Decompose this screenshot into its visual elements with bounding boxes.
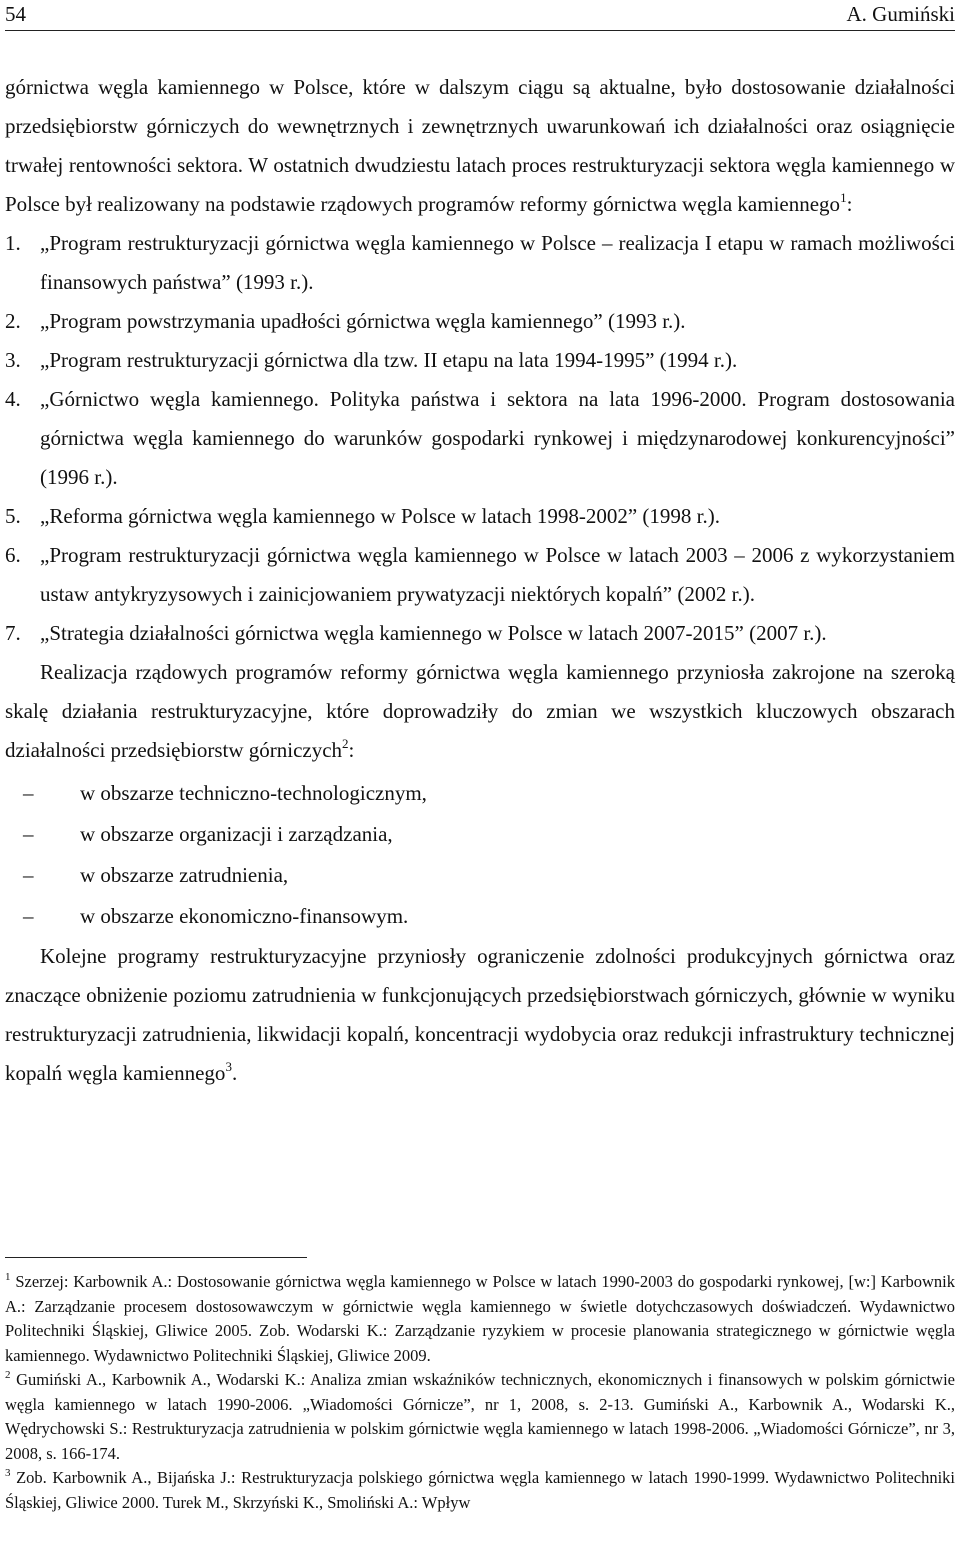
footnote-ref-3[interactable]: 3	[225, 1059, 232, 1074]
footnote-text: Szerzej: Karbownik A.: Dostosowanie górnictwa węgla kamiennego w Polsce w latach 1990-2003 do gospodarki rynkowej, [w:] Karbownik A.: Zarządzanie procesem dostosowawczym w górnictwie węgla kamiennego w świetle dotychczasowych doświadczeń. Wydawnictwo Politechniki Śląskiej, Gliwice 2005. Zob. Wodarski K.: Zarządzanie ryzykiem w procesie planowania strategicznego w górnictwie węgla kamiennego. Wydawnictwo Politechniki Śląskiej, Gliwice 2009.	[5, 1272, 956, 1365]
bullet-item	[5, 896, 955, 937]
footnote-number: 2	[5, 1369, 11, 1381]
list-item-text: „Reforma górnictwa węgla kamiennego w Polsce w latach 1998-2002” (1998 r.).	[40, 504, 720, 528]
footnote-ref-2[interactable]: 2	[342, 736, 349, 751]
paragraph-3	[5, 937, 955, 1093]
running-header	[5, 0, 955, 31]
list-item	[5, 302, 955, 341]
main-text	[5, 68, 955, 1093]
list-item	[5, 341, 955, 380]
list-item-number: 2.	[5, 309, 21, 333]
running-head-author: A. Gumiński	[846, 2, 955, 26]
paragraph-3-text: Kolejne programy restrukturyzacyjne przyniosły ograniczenie zdolności produkcyjnych górnictwa oraz znaczące obniżenie poziomu zatrudnienia w funkcjonujących przedsiębiorstwach górniczych, głównie w wyniku restrukturyzacji zatrudnienia, likwidacji kopalń, koncentracji wydobycia oraz redukcji infrastruktury technicznej kopalń węgla kamiennego	[5, 944, 955, 1085]
paragraph-3-end: .	[231, 1061, 238, 1085]
bullet-item	[5, 814, 955, 855]
list-item-text: „Program restrukturyzacji górnictwa węgla kamiennego w Polsce – realizacja I etapu w ramach możliwości finansowych państwa” (1993 r.).	[40, 231, 955, 294]
list-item-number: 1.	[5, 231, 21, 255]
paragraph-1-end: :	[846, 192, 853, 216]
list-item	[5, 497, 955, 536]
bullet-item	[5, 773, 955, 814]
list-item	[5, 380, 955, 497]
footnote-2	[5, 1368, 955, 1466]
paragraph-1	[5, 68, 955, 224]
footnote-number: 3	[5, 1467, 11, 1479]
list-item	[5, 224, 955, 302]
list-item	[5, 614, 955, 653]
footnotes	[5, 1270, 955, 1515]
paragraph-2-text: Realizacja rządowych programów reformy górnictwa węgla kamiennego przyniosła zakrojone na szeroką skalę działania restrukturyzacyjne, które doprowadziły do zmian we wszystkich kluczowych obszarach działalności przedsiębiorstw górniczych	[5, 660, 955, 762]
list-item-number: 5.	[5, 504, 21, 528]
page-number: 54	[5, 2, 26, 26]
list-item-number: 3.	[5, 348, 21, 372]
bullet-item-text: w obszarze ekonomiczno-finansowym.	[80, 904, 409, 928]
paragraph-2-end: :	[348, 738, 355, 762]
list-item-number: 7.	[5, 621, 21, 645]
footnote-text: Gumiński A., Karbownik A., Wodarski K.: Analiza zmian wskaźników technicznych, ekonomicznych i finansowych w polskim górnictwie węgla kamiennego w latach 1990-2006. „Wiadomości Górnicze”, nr 1, 2008, s. 2-13. Gumiński A., Karbownik A., Wodarski K., Wędrychowski S.: Restrukturyzacja zatrudnienia w polskim górnictwie węgla kamiennego w latach 1998-2006. „Wiadomości Górnicze”, nr 3, 2008, s. 166-174.	[5, 1370, 955, 1463]
list-item-text: „Strategia działalności górnictwa węgla kamiennego w Polsce w latach 2007-2015” (2007 r.).	[40, 621, 827, 645]
list-item-text: „Program powstrzymania upadłości górnictwa węgla kamiennego” (1993 r.).	[40, 309, 686, 333]
bullet-item-text: w obszarze zatrudnienia,	[80, 863, 289, 887]
areas-list	[5, 773, 955, 937]
dash-bullet: –	[23, 822, 34, 846]
footnote-3	[5, 1466, 955, 1515]
dash-bullet: –	[23, 904, 34, 928]
footnote-text: Zob. Karbownik A., Bijańska J.: Restrukturyzacja polskiego górnictwa węgla kamiennego w latach 1990-1999. Wydawnictwo Politechniki Śląskiej, Gliwice 2000. Turek M., Skrzyński K., Smoliński A.: Wpływ	[5, 1468, 955, 1512]
footnote-number: 1	[5, 1271, 11, 1283]
list-item-text: „Górnictwo węgla kamiennego. Polityka państwa i sektora na lata 1996-2000. Program dostosowania górnictwa węgla kamiennego do warunków gospodarki rynkowej i międzynarodowej konkurencyjności” (1996 r.).	[40, 387, 955, 489]
paragraph-1-text: górnictwa węgla kamiennego w Polsce, które w dalszym ciągu są aktualne, było dostosowanie działalności przedsiębiorstw górniczych do wewnętrznych i zewnętrznych uwarunkowań ich działalności oraz osiągnięcie trwałej rentowności sektora. W ostatnich dwudziestu latach proces restrukturyzacji sektora węgla kamiennego w Polsce był realizowany na podstawie rządowych programów reformy górnictwa węgla kamiennego	[5, 75, 955, 216]
paragraph-2	[5, 653, 955, 770]
bullet-item-text: w obszarze organizacji i zarządzania,	[80, 822, 393, 846]
footnote-ref-1[interactable]: 1	[840, 190, 847, 205]
bullet-item	[5, 855, 955, 896]
dash-bullet: –	[23, 863, 34, 887]
footnote-separator	[5, 1257, 307, 1258]
list-item-text: „Program restrukturyzacji górnictwa węgla kamiennego w Polsce w latach 2003 – 2006 z wykorzystaniem ustaw antykryzysowych i zainicjowaniem prywatyzacji niektórych kopalń” (2002 r.).	[40, 543, 955, 606]
list-item	[5, 536, 955, 614]
list-item-number: 4.	[5, 387, 21, 411]
bullet-item-text: w obszarze techniczno-technologicznym,	[80, 781, 427, 805]
programs-list	[5, 224, 955, 653]
list-item-number: 6.	[5, 543, 21, 567]
dash-bullet: –	[23, 781, 34, 805]
list-item-text: „Program restrukturyzacji górnictwa dla tzw. II etapu na lata 1994-1995” (1994 r.).	[40, 348, 738, 372]
footnote-1	[5, 1270, 955, 1368]
